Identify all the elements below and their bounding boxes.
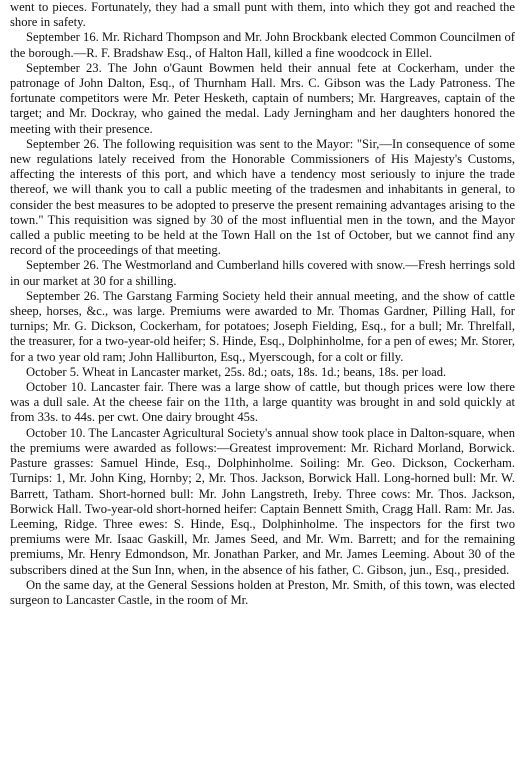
entry-sep26-requisition: September 26. The following requisition was sent to the Mayor: "Sir,—In consequence of some new regulations lately received from the Honorable Commissioners of His Majesty's Customs, affecting the interests of this port, and which have a tendency most seriously to injure the trade thereof, we will thank you to call a public meeting of the tradesmen and inhabitants in general, to consider the best measures to be adopted to preserve the present remaining advantages arising to the town." This requisition was signed by 30 of the most influential men in the town, and the Mayor called a public meeting to be held at the Town Hall on the 1st of October, but we cannot find any record of the proceedings of that meeting. [10, 136, 515, 258]
entry-oct10-fair: October 10. Lancaster fair. There was a large show of cattle, but though prices were low there was a dull sale. At the cheese fair on the 11th, a large quantity was brought in and sold quickly at from 33s. to 44s. per cwt. One dairy brought 45s. [10, 380, 515, 425]
entry-oct5: October 5. Wheat in Lancaster market, 25s. 8d.; oats, 18s. 1d.; beans, 18s. per load. [26, 364, 447, 379]
paragraph-continuation: went to pieces. Fortunately, they had a small punt with them, into which they got and reached the shore in safety. [10, 0, 515, 30]
entry-sep16: September 16. Mr. Richard Thompson and Mr. John Brockbank elected Common Councilmen of the borough.—R. F. Bradshaw Esq., of Halton Hall, killed a fine woodcock in Ellel. [10, 30, 515, 60]
entry-general-sessions: On the same day, at the General Sessions holden at Preston, Mr. Smith, of this town, was elected surgeon to Lancaster Castle, in the room of Mr. [10, 577, 515, 607]
entry-oct10-agricultural: October 10. The Lancaster Agricultural Society's annual show took place in Dalton-square, when the premiums were awarded as follows:—Greatest improvement: Mr. Richard Morland, Borwick. Pasture grasses: Samuel Hinde, Esq., Dolphinholme. Soiling: Mr. Geo. Dickson, Cockerham. Turnips: 1, Mr. John King, Hornby; 2, Mr. Thos. Jackson, Borwick Hall. Long-horned bull: Mr. W. Barrett, Tatham. Short-horned bull: Mr. John Langstreth, Ireby. Three cows: Mr. Thos. Jackson, Borwick Hall. Two-year-old short-horned heifer: Captain Bennett Smith, Cragg Hall. Ram: Mr. Jas. Leeming, Ridge. Three ewes: S. Hinde, Esq., Dolphinholme. The inspectors for the first two premiums were Mr. Isaac Gaskill, Mr. James Seed, and Mr. Wm. Barrett; and for the remaining premiums, Mr. Henry Edmondson, Mr. Jonathan Parker, and Mr. James Leeming. About 30 of the subscribers dined at the Sun Inn, when, in the absence of his father, C. Gibson, jun., Esq., presided. [10, 425, 515, 577]
entry-sep26-snow: September 26. The Westmorland and Cumberland hills covered with snow.—Fresh herrings sold in our market at 30 for a shilling. [10, 258, 515, 288]
entry-sep26-garstang: September 26. The Garstang Farming Society held their annual meeting, and the show of cattle sheep, horses, &c., was large. Premiums were awarded to Mr. Thomas Gardner, Pilling Hall, for turnips; Mr. G. Dickson, Cockerham, for potatoes; Joseph Fielding, Esq., for a bull; Mr. Threlfall, the treasurer, for a two-year-old heifer; S. Hinde, Esq., Dolphinholme, for a pen of ewes; Mr. Storer, for a two year old ram; John Halliburton, Esq., Myerscough, for a colt or filly. [10, 288, 515, 364]
entry-sep23: September 23. The John o'Gaunt Bowmen held their annual fete at Cockerham, under the patronage of John Dalton, Esq., of Thurnham Hall. Mrs. C. Gibson was the Lady Patroness. The fortunate competitors were Mr. Peter Hesketh, captain of numbers; Mr. Hargreaves, captain of the target; and Mr. Dockray, who gained the medal. Lady Jerningham and her daughters honored the meeting with their presence. [10, 60, 515, 136]
